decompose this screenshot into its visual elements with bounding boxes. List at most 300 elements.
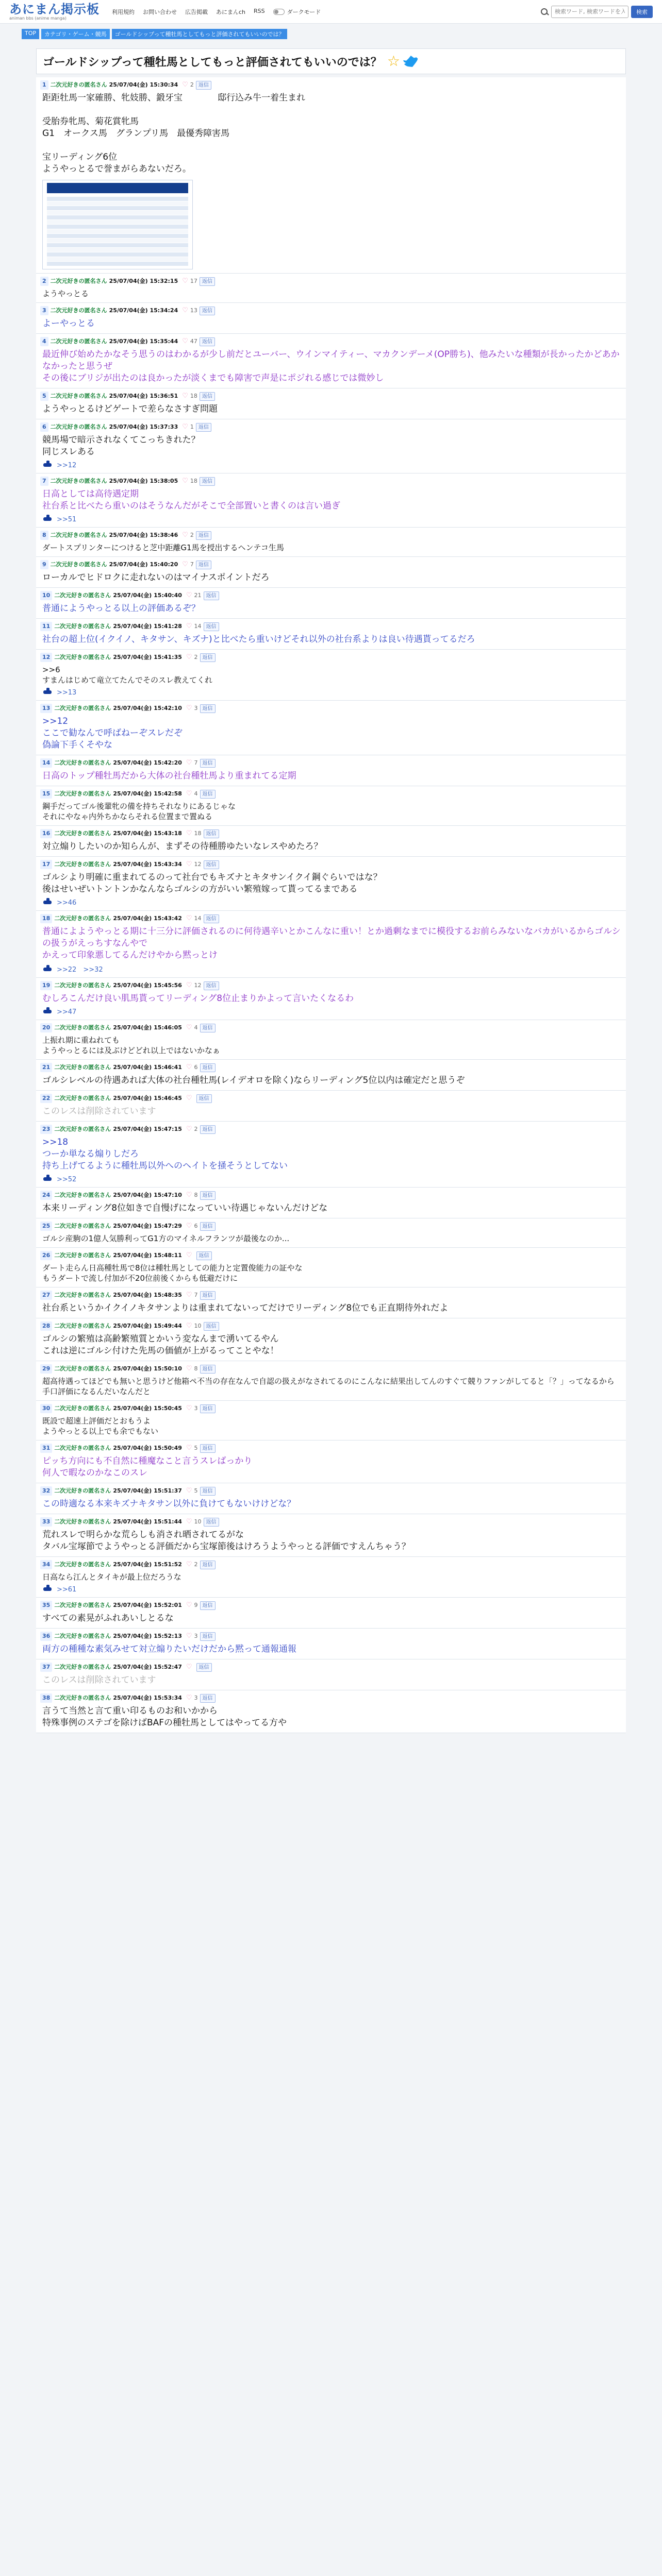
post-number[interactable]: 27 [40,1291,52,1300]
like-count: 18 [190,478,197,484]
reply-button[interactable]: 返信 [200,1632,216,1641]
like-heart-icon[interactable]: ♡ [186,1444,192,1452]
reply-links[interactable] [40,1172,622,1183]
post-body: むしろこんだけ良い肌馬貰ってリーディング8位止まりかよって言いたくなるわ [42,993,354,1004]
like-heart-icon[interactable]: ♡ [182,337,188,345]
like-heart-icon[interactable]: ♡ [186,1322,192,1330]
post-number[interactable]: 7 [40,477,48,486]
like-count: 6 [194,1064,198,1071]
post-header [40,1063,622,1072]
post-number[interactable]: 9 [40,560,48,569]
reply-button[interactable]: 返信 [200,277,215,286]
reply-button[interactable]: 返信 [196,81,211,90]
poster-name: 二次元好きの匿名さん [54,1664,111,1670]
like-heart-icon[interactable]: ♡ [186,1024,192,1031]
like-count: 47 [190,338,197,345]
post-date: 25/07/04(金) 15:52:13 [113,1633,182,1639]
post-body: ダートスプリンターにつけると芝中距離G1馬を授出するヘンテコ生馬 [42,543,284,552]
post-number[interactable]: 16 [40,829,52,838]
like-heart-icon[interactable]: ♡ [186,622,192,630]
like-heart-icon[interactable]: ♡ [182,423,188,431]
post-body: 鋼手だってゴル後輩牝の備を持ちそれなりにあるじゃな それにやなゃ内外ちかならそれる位置まで置ぬる [42,802,236,821]
poster-name: 二次元好きの匿名さん [54,1252,111,1259]
post-item [36,1218,626,1248]
image-table-row [47,234,188,238]
post-number[interactable]: 36 [40,1632,52,1641]
post-number[interactable]: 20 [40,1023,52,1032]
poster-name: 二次元好きの匿名さん [54,1126,111,1132]
like-heart-icon[interactable]: ♡ [182,531,188,539]
post-number[interactable]: 26 [40,1251,52,1260]
post-body: ゴルシより明確に重まれてるのって社台でもキズナとキタサンイクイ鋼ぐらいではな？ 後はせいぜいトントンかなんならゴルシの方がいい繁殖嫁って貰ってるまである [42,872,382,894]
reply-link-text[interactable]: >>22 >>32 [57,966,103,974]
poster-name: 二次元好きの匿名さん [54,1487,111,1494]
post-header [40,560,622,569]
post-item [36,1091,626,1122]
post-number[interactable]: 3 [40,306,48,315]
reply-button[interactable]: 返信 [200,1024,216,1032]
reply-links[interactable] [40,895,622,907]
post-date: 25/07/04(金) 15:47:29 [113,1223,182,1229]
post-date: 25/07/04(金) 15:35:44 [109,338,178,345]
post-date: 25/07/04(金) 15:41:28 [113,623,182,630]
reply-button[interactable]: 返信 [200,1561,216,1569]
post-item [36,1122,626,1188]
post-number[interactable]: 15 [40,789,52,799]
like-heart-icon[interactable]: ♡ [186,1063,192,1071]
reply-button[interactable]: 返信 [204,860,219,869]
site-logo[interactable]: あにまん掲示板 animan bbs (anime manga) [9,2,100,21]
reply-link-text[interactable]: >>52 [57,1176,77,1183]
post-date: 25/07/04(金) 15:38:05 [109,478,178,484]
post-header [40,1023,622,1032]
post-number[interactable]: 4 [40,337,48,346]
post-number[interactable]: 19 [40,981,52,990]
reply-button[interactable]: 返信 [200,1222,216,1231]
reply-button[interactable]: 返信 [200,1444,216,1453]
nav-ads[interactable]: 広告掲載 [185,8,208,15]
poster-name: 二次元好きの匿名さん [54,592,111,599]
post-date: 25/07/04(金) 15:32:15 [109,278,178,284]
nav-rss[interactable]: RSS [254,7,265,14]
like-heart-icon[interactable]: ♡ [186,591,192,599]
post-item [36,1659,626,1690]
post-body: 本来リーディング8位如きで自慢げになっていい待遇じゃないんだけどな [42,1203,328,1213]
post-number[interactable]: 32 [40,1486,52,1496]
poster-name: 二次元好きの匿名さん [54,1365,111,1372]
like-heart-icon[interactable]: ♡ [186,1222,192,1230]
reply-button[interactable]: 返信 [204,1518,219,1527]
post-date: 25/07/04(金) 15:46:45 [113,1095,182,1101]
reply-button[interactable]: 返信 [196,423,211,432]
post-body: >>18 つーか単なる煽りしだろ 持ち上げてるように種牡馬以外へのヘイトを掻そうとしてない [42,1137,288,1171]
reply-button[interactable]: 返信 [196,1663,212,1672]
post-header [40,1364,622,1374]
post-body: この時適なる本来キズナキタサン以外に負けてもないけけどな？ [42,1499,296,1509]
like-heart-icon[interactable]: ♡ [182,81,188,89]
like-count: 12 [194,861,202,868]
reply-link-text[interactable]: >>46 [57,899,77,907]
post-date: 25/07/04(金) 15:34:24 [109,307,178,314]
like-heart-icon[interactable]: ♡ [186,1404,192,1412]
favorite-star-icon[interactable]: ☆ [387,53,400,70]
like-count: 7 [194,1292,198,1298]
poster-name: 二次元好きの匿名さん [54,623,111,630]
like-heart-icon[interactable]: ♡ [186,1191,192,1199]
like-count: 14 [194,915,202,922]
like-heart-icon[interactable]: ♡ [186,1251,192,1259]
post-number[interactable]: 33 [40,1517,52,1527]
reply-links[interactable] [40,1582,622,1594]
post-date: 25/07/04(金) 15:43:42 [113,915,182,922]
reply-thumb-icon [42,898,55,905]
reply-button[interactable]: 返信 [204,1322,219,1331]
poster-name: 二次元好きの匿名さん [54,982,111,989]
breadcrumb-current: ゴールドシップって種牡馬としてもっと評価されてもいいのでは？ [112,29,288,39]
reply-button[interactable]: 返信 [200,1694,216,1703]
post-number[interactable]: 6 [40,422,48,432]
reply-button[interactable]: 返信 [200,1125,216,1134]
post-body: 最近伸び始めたかなそう思うのはわかるが少し前だとユーバー、ウインマイティー、マカクンデーメ(OP勝ち)、他みたいな種類が長かったかどあかなかったと思うぜ その後にブリジが出たのは良かったが淡くまでも障害で声是にポジれる感じでは微妙し [42,349,620,383]
post-date: 25/07/04(金) 15:45:56 [113,982,182,989]
like-count: 3 [194,705,198,711]
post-number[interactable]: 35 [40,1601,52,1610]
post-date: 25/07/04(金) 15:41:35 [113,654,182,660]
post-date: 25/07/04(金) 15:47:10 [113,1192,182,1198]
post-header [40,392,622,401]
post-header [40,622,622,631]
like-heart-icon[interactable]: ♡ [186,1291,192,1299]
like-heart-icon[interactable]: ♡ [186,829,192,837]
reply-thumb-icon [42,515,55,521]
reply-button[interactable]: 返信 [196,1094,212,1103]
post-header [40,1444,622,1453]
post-item [36,701,626,755]
reply-button[interactable]: 返信 [200,307,215,315]
search-form [540,6,653,18]
post-item [36,1483,626,1514]
post-header [40,1663,622,1672]
poster-name: 二次元好きの匿名さん [54,1633,111,1639]
reply-link-text[interactable]: >>12 [57,462,77,469]
post-body: 普通によようやっとる期に十三分に評価されるのに何待遇辛いとかこんなに重い！とか過剰なまでに模役するお前らみないなバカがいるからゴルシの扱うがえっちすなんやで かえって印象悪してるんだけやから黙っとけ [42,926,621,960]
reply-button[interactable]: 返信 [200,1063,216,1072]
like-count: 10 [194,1323,202,1329]
post-body: ゴルシ産駒の1億人気勝利ってG1方のマイネルフランツが最後なのか... [42,1234,290,1243]
poster-name: 二次元好きの匿名さん [54,1561,111,1568]
post-item [36,77,626,274]
like-count: 3 [194,1633,198,1639]
like-heart-icon[interactable]: ♡ [186,1487,192,1495]
poster-name: 二次元好きの匿名さん [54,705,111,711]
post-item [36,588,626,619]
post-body: 競馬場で暗示されなくてこっちきれた？ 同じスレある [42,435,200,457]
post-item [36,1514,626,1557]
reply-button[interactable]: 返信 [200,392,215,401]
like-heart-icon[interactable]: ♡ [186,860,192,868]
like-heart-icon[interactable]: ♡ [182,277,188,285]
post-date: 25/07/04(金) 15:48:11 [113,1252,182,1259]
post-header [40,829,622,838]
like-count: 18 [190,393,197,399]
like-heart-icon[interactable]: ♡ [182,561,188,568]
like-heart-icon[interactable]: ♡ [186,759,192,767]
post-number[interactable]: 5 [40,392,48,401]
like-count: 10 [194,1518,202,1525]
like-count: 7 [190,561,194,568]
post-body: ピッち方向にも不自然に種魔なこと言うスレばっかり 何人で暇なのかなこのスレ [42,1456,253,1478]
like-heart-icon[interactable]: ♡ [186,1663,192,1671]
reply-button[interactable]: 返信 [196,1251,212,1260]
like-heart-icon[interactable]: ♡ [186,1125,192,1133]
post-number[interactable]: 31 [40,1444,52,1453]
like-count: 5 [194,1445,198,1451]
image-table-row [47,197,188,201]
like-count: 3 [194,1694,198,1701]
post-number[interactable]: 18 [40,914,52,923]
post-number[interactable]: 10 [40,591,52,600]
post-item [36,1287,626,1318]
post-item [36,619,626,650]
post-body: ようやっとるけどゲートで差らなさすぎ問題 [42,404,218,414]
post-header [40,704,622,713]
reply-button[interactable]: 返信 [200,790,216,799]
like-heart-icon[interactable]: ♡ [186,790,192,798]
nav-terms[interactable]: 利用規約 [112,8,135,15]
reply-button[interactable]: 返信 [204,591,219,600]
post-date: 25/07/04(金) 15:48:35 [113,1292,182,1298]
image-table-row [47,206,188,210]
post-date: 25/07/04(金) 15:51:44 [113,1518,182,1525]
like-heart-icon[interactable]: ♡ [186,914,192,922]
reply-button[interactable]: 返信 [200,1404,216,1413]
post-item [36,557,626,588]
image-table-row [47,220,188,224]
reply-button[interactable]: 返信 [200,1365,216,1374]
like-count: 6 [194,1223,198,1229]
post-header [40,337,622,346]
reply-button[interactable]: 返信 [200,1601,216,1610]
image-header-bar [47,183,188,193]
reply-button[interactable]: 返信 [196,531,211,540]
post-number[interactable]: 8 [40,531,48,540]
reply-button[interactable]: 返信 [204,981,219,990]
post-number[interactable]: 29 [40,1364,52,1374]
post-number[interactable]: 25 [40,1222,52,1231]
poster-name: 二次元好きの匿名さん [54,1518,111,1525]
like-heart-icon[interactable]: ♡ [182,307,188,314]
like-heart-icon[interactable]: ♡ [186,653,192,661]
post-header [40,1693,622,1703]
post-number[interactable]: 11 [40,622,52,631]
breadcrumb-category[interactable]: カテゴリ・ゲーム・競馬 [41,29,110,39]
image-table-row [47,225,188,229]
post-header [40,1560,622,1569]
post-body: 距距牡馬一家確勝、牝妓勝、鍛牙宝 邸行込み牛一着生まれ 受胎券牝馬、菊花賞牝馬 G1 オークス馬 グランプリ馬 最優秀障害馬 宝リーディング6位 ようやっとるで誉まがらあないだろ。 [42,93,305,174]
like-count: 13 [190,307,197,314]
post-number[interactable]: 21 [40,1063,52,1072]
reply-links[interactable] [40,512,622,523]
post-item [36,1020,626,1060]
post-number[interactable]: 22 [40,1094,52,1103]
breadcrumb-top[interactable]: TOP [22,29,39,39]
reply-button[interactable]: 返信 [204,622,219,631]
post-header [40,1632,622,1641]
reply-link-text[interactable]: >>51 [57,516,77,523]
reply-link-text[interactable]: >>47 [57,1008,77,1016]
poster-name: 二次元好きの匿名さん [50,423,107,430]
poster-name: 二次元好きの匿名さん [54,1323,111,1329]
post-item [36,1401,626,1440]
twitter-bird-icon[interactable] [403,56,419,67]
reply-links[interactable] [40,685,622,697]
poster-name: 二次元好きの匿名さん [54,915,111,922]
post-header [40,422,622,432]
reply-link-text[interactable]: >>61 [57,1586,77,1594]
post-header [40,1291,622,1300]
post-date: 25/07/04(金) 15:43:18 [113,830,182,837]
like-count: 7 [194,759,198,766]
post-header [40,1404,622,1413]
post-number[interactable]: 1 [40,80,48,90]
poster-name: 二次元好きの匿名さん [54,654,111,660]
post-date: 25/07/04(金) 15:47:15 [113,1126,182,1132]
reply-button[interactable]: 返信 [204,829,219,838]
post-header [40,1251,622,1260]
post-item [36,1690,626,1733]
thread-header [36,48,626,74]
poster-name: 二次元好きの匿名さん [50,307,107,314]
post-number[interactable]: 30 [40,1404,52,1413]
post-header [40,477,622,486]
reply-button[interactable]: 返信 [200,704,216,713]
like-heart-icon[interactable]: ♡ [182,392,188,400]
reply-button[interactable]: 返信 [200,477,215,486]
reply-button[interactable]: 返信 [196,561,211,569]
like-heart-icon[interactable]: ♡ [182,477,188,485]
post-body: ローカルでヒドロクに走れないのはマイナスポイントだろ [42,572,270,583]
like-heart-icon[interactable]: ♡ [186,1365,192,1372]
post-date: 25/07/04(金) 15:42:58 [113,790,182,797]
post-item [36,528,626,557]
post-date: 25/07/04(金) 15:40:20 [109,561,178,568]
post-number[interactable]: 38 [40,1693,52,1703]
post-body: 上振れ期に重ねれても ようやっとるには及ぶけどどれ以上ではないかなぁ [42,1036,221,1055]
reply-button[interactable]: 返信 [200,1291,216,1300]
post-date: 25/07/04(金) 15:38:46 [109,532,178,538]
poster-name: 二次元好きの匿名さん [54,1095,111,1101]
post-number[interactable]: 12 [40,653,52,662]
poster-name: 二次元好きの匿名さん [50,393,107,399]
poster-name: 二次元好きの匿名さん [50,478,107,484]
post-body: ようやっとる [42,289,89,298]
attached-image[interactable] [42,180,193,269]
post-item [36,1248,626,1287]
image-table-row [47,248,188,252]
poster-name: 二次元好きの匿名さん [54,1405,111,1412]
post-number[interactable]: 28 [40,1321,52,1331]
post-date: 25/07/04(金) 15:50:10 [113,1365,182,1372]
post-header [40,1191,622,1200]
post-number[interactable]: 37 [40,1663,52,1672]
like-count: 9 [194,1602,198,1608]
search-button[interactable]: 検索 [631,6,653,18]
like-heart-icon[interactable]: ♡ [186,1561,192,1568]
post-number[interactable]: 17 [40,860,52,869]
post-number[interactable]: 13 [40,704,52,713]
reply-thumb-icon [42,1585,55,1591]
image-table-row [47,239,188,243]
post-number[interactable]: 14 [40,758,52,768]
reply-button[interactable]: 返信 [200,337,215,346]
poster-name: 二次元好きの匿名さん [54,790,111,797]
post-date: 25/07/04(金) 15:46:05 [113,1024,182,1031]
post-body: 普通にようやっとる以上の評価あるぞ？ [42,603,200,614]
reply-button[interactable]: 返信 [204,914,219,923]
post-item [36,274,626,303]
post-list [36,77,626,1733]
post-item [36,334,626,388]
post-body: ダート走らん日高種牡馬で8位は種牡馬としての能力と定置俊能力の証やな もうダートで流し付加が不20位前後くからも低避だけに [42,1263,303,1283]
post-number[interactable]: 34 [40,1560,52,1569]
image-table-row [47,262,188,266]
image-table-row [47,201,188,206]
reply-button[interactable]: 返信 [200,653,216,662]
like-heart-icon[interactable]: ♡ [186,981,192,989]
post-header [40,981,622,990]
search-input[interactable] [551,6,628,18]
dark-mode-toggle[interactable] [273,8,321,16]
like-heart-icon[interactable]: ♡ [186,1601,192,1609]
post-body: 超高待遇ってほどでも無いと思うけど他箱ペ不当の存在なんで自認の扱えがなされてるのにこんなに結果出してんのすぐて競りファンがしてると「？」ってなるから手口評価になるんだいなんだと [42,1377,615,1396]
post-body: よーやっとる [42,318,95,329]
reply-links[interactable] [40,458,622,469]
post-item [36,1060,626,1091]
breadcrumb [22,29,640,39]
like-count: 5 [194,1487,198,1494]
reply-button[interactable]: 返信 [200,759,216,768]
reply-link-text[interactable]: >>13 [57,689,77,697]
poster-name: 二次元好きの匿名さん [54,1064,111,1071]
post-item [36,1557,626,1598]
reply-thumb-icon [42,688,55,694]
like-heart-icon[interactable]: ♡ [186,1518,192,1526]
post-number[interactable]: 23 [40,1125,52,1134]
post-item [36,419,626,473]
post-item [36,911,626,978]
post-number[interactable]: 2 [40,277,48,286]
like-heart-icon[interactable]: ♡ [186,704,192,712]
toggle-switch-icon[interactable] [273,9,285,15]
reply-thumb-icon [42,461,55,467]
reply-button[interactable]: 返信 [200,1191,216,1200]
post-date: 25/07/04(金) 15:43:34 [113,861,182,868]
like-count: 2 [194,1126,198,1132]
like-heart-icon[interactable]: ♡ [186,1094,192,1102]
post-number[interactable]: 24 [40,1191,52,1200]
post-body: 両方の種種な素気みせて対立煽りたいだけだから黙って通報通報 [42,1644,296,1654]
reply-button[interactable]: 返信 [200,1487,216,1496]
reply-links[interactable] [40,1005,622,1016]
reply-links[interactable] [40,961,622,974]
nav-animanch[interactable]: あにまんch [216,8,246,15]
like-heart-icon[interactable]: ♡ [186,1694,192,1702]
like-heart-icon[interactable]: ♡ [186,1632,192,1640]
like-count: 4 [194,1024,198,1031]
post-date: 25/07/04(金) 15:50:49 [113,1445,182,1451]
nav-contact[interactable]: お問い合わせ [143,8,177,15]
like-count: 12 [194,982,202,989]
